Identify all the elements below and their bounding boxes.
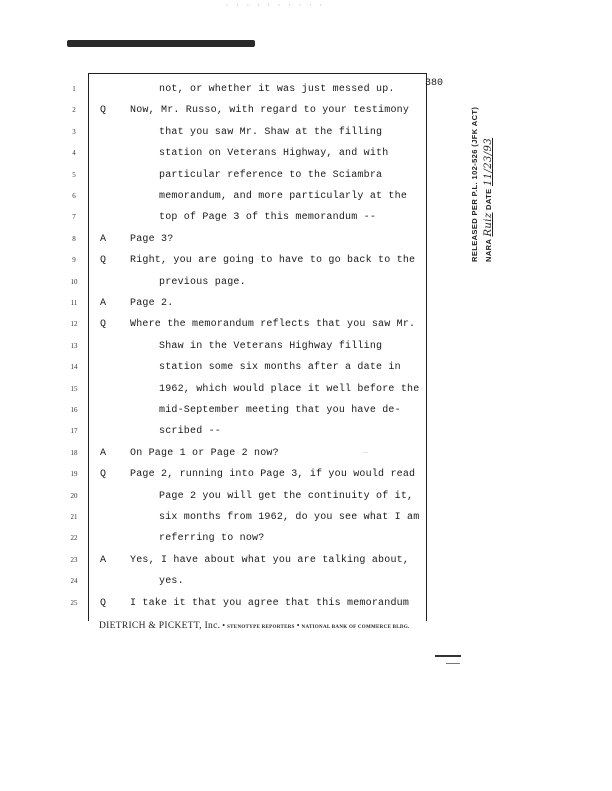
transcript-line: [0, 293, 612, 314]
speaker-label: A: [100, 298, 107, 309]
line-text: On Page 1 or Page 2 now?: [130, 447, 279, 459]
transcript-line: [0, 336, 612, 357]
footer-separator: •: [222, 621, 226, 630]
footer-firm: DIETRICH & PICKETT, Inc.: [99, 621, 221, 631]
line-text: Right, you are going to have to go back to the: [130, 255, 416, 267]
page-number: 380: [425, 78, 444, 89]
footer-separator: •: [296, 621, 300, 630]
line-text: not, or whether it was just messed up.: [159, 84, 395, 95]
line-number: 19: [70, 470, 78, 479]
line-number: 13: [70, 341, 78, 350]
transcript-line: [0, 507, 612, 528]
line-text: referring to now?: [159, 533, 265, 545]
transcript-line: [0, 314, 612, 335]
line-text: particular reference to the Sciambra: [159, 169, 383, 181]
release-stamp-date: 11/23/93: [483, 137, 494, 187]
transcript-line: [0, 550, 612, 571]
line-number: 9: [72, 256, 76, 265]
line-number: 16: [70, 406, 78, 414]
line-number: 3: [72, 127, 76, 136]
line-number: 17: [70, 427, 78, 436]
top-smudge: · · · · · · · · · ·: [225, 2, 324, 10]
transcript-line: [0, 207, 612, 228]
transcript-line: [0, 143, 612, 164]
speaker-label: A: [100, 233, 107, 245]
speaker-label: A: [100, 554, 107, 566]
footer-role: STENOTYPE REPORTERS: [227, 625, 295, 630]
reporter-footer: [99, 621, 410, 631]
release-stamp-signature: Ruiz: [483, 212, 494, 237]
transcript-line: [0, 379, 612, 400]
line-number: 11: [70, 299, 78, 307]
speaker-label: Q: [100, 597, 107, 609]
line-text: memorandum, and more particularly at the: [159, 191, 408, 202]
bottom-rule: [435, 655, 461, 657]
bottom-rule-short: [446, 663, 460, 664]
transcript-line: [0, 357, 612, 378]
line-text: station on Veterans Highway, and with: [159, 148, 389, 160]
line-number: 2: [72, 106, 76, 115]
line-number: 24: [70, 577, 78, 586]
line-text: Now, Mr. Russo, with regard to your testimony: [130, 105, 410, 117]
line-text: top of Page 3 of this memorandum --: [159, 212, 377, 224]
transcript-line: [0, 186, 612, 207]
speaker-label: A: [100, 447, 107, 459]
transcript-line: [0, 122, 612, 143]
line-text: Yes, I have about what you are talking about,: [130, 554, 410, 566]
line-number: 4: [72, 149, 76, 158]
transcript-line: [0, 593, 612, 614]
footer-address: NATIONAL BANK OF COMMERCE BLDG.: [301, 625, 410, 630]
speaker-label: Q: [100, 319, 107, 331]
transcript-line: [0, 528, 612, 549]
transcript-line: [0, 421, 612, 442]
transcript-line: [0, 229, 612, 250]
transcript-line: [0, 79, 612, 100]
line-number: 21: [70, 513, 78, 521]
transcript-line: [0, 464, 612, 485]
transcript-line: [0, 571, 612, 592]
transcript-line: [0, 486, 612, 507]
line-number: 5: [72, 170, 76, 179]
line-text: six months from 1962, do you see what I am: [159, 512, 420, 523]
line-text: Shaw in the Veterans Highway filling: [159, 340, 383, 352]
line-number: 6: [72, 192, 76, 200]
top-redaction-bar: [67, 40, 255, 47]
line-text: 1962, which would place it well before the: [159, 383, 420, 395]
release-stamp-date-label: DATE: [484, 188, 493, 210]
transcript-line: [0, 165, 612, 186]
transcript-line: [0, 250, 612, 271]
line-text: Page 2, running into Page 3, if you would read: [130, 469, 416, 481]
line-text: yes.: [159, 576, 184, 588]
release-stamp-line-2: [482, 62, 496, 262]
line-number: 10: [70, 277, 78, 286]
speaker-label: Q: [100, 469, 107, 481]
transcript-line: [0, 443, 612, 464]
line-number: 20: [70, 491, 78, 500]
line-text: Page 2 you will get the continuity of it,: [159, 490, 414, 502]
line-number: 18: [70, 448, 78, 457]
line-text: previous page.: [159, 276, 246, 288]
transcript-line: [0, 272, 612, 293]
transcript-line: [0, 100, 612, 121]
line-text: Page 3?: [130, 233, 174, 245]
line-number: 14: [70, 363, 78, 372]
line-text: station some six months after a date in: [159, 362, 401, 374]
release-stamp: [468, 62, 510, 262]
speaker-label: Q: [100, 255, 107, 267]
transcript-line: [0, 400, 612, 421]
line-number: 1: [72, 85, 76, 93]
line-text: that you saw Mr. Shaw at the filling: [159, 126, 383, 138]
line-number: 7: [72, 213, 76, 222]
line-number: 22: [70, 534, 78, 543]
line-text: Where the memorandum reflects that you saw Mr.: [130, 319, 416, 331]
line-number: 25: [70, 598, 78, 607]
release-stamp-line-1: RELEASED PER P.L. 102-526 (JFK ACT): [470, 106, 479, 262]
line-number: 23: [70, 555, 78, 564]
margin-scribble: ~~: [363, 452, 368, 456]
line-number: 12: [70, 320, 78, 329]
line-text: Page 2.: [130, 298, 174, 309]
line-number: 8: [72, 234, 76, 243]
line-text: scribed --: [159, 426, 222, 438]
line-text: mid-September meeting that you have de-: [159, 405, 401, 416]
line-text: I take it that you agree that this memorandum: [130, 597, 410, 609]
release-stamp-nara: NARA: [484, 239, 493, 262]
speaker-label: Q: [100, 105, 107, 117]
line-number: 15: [70, 384, 78, 393]
